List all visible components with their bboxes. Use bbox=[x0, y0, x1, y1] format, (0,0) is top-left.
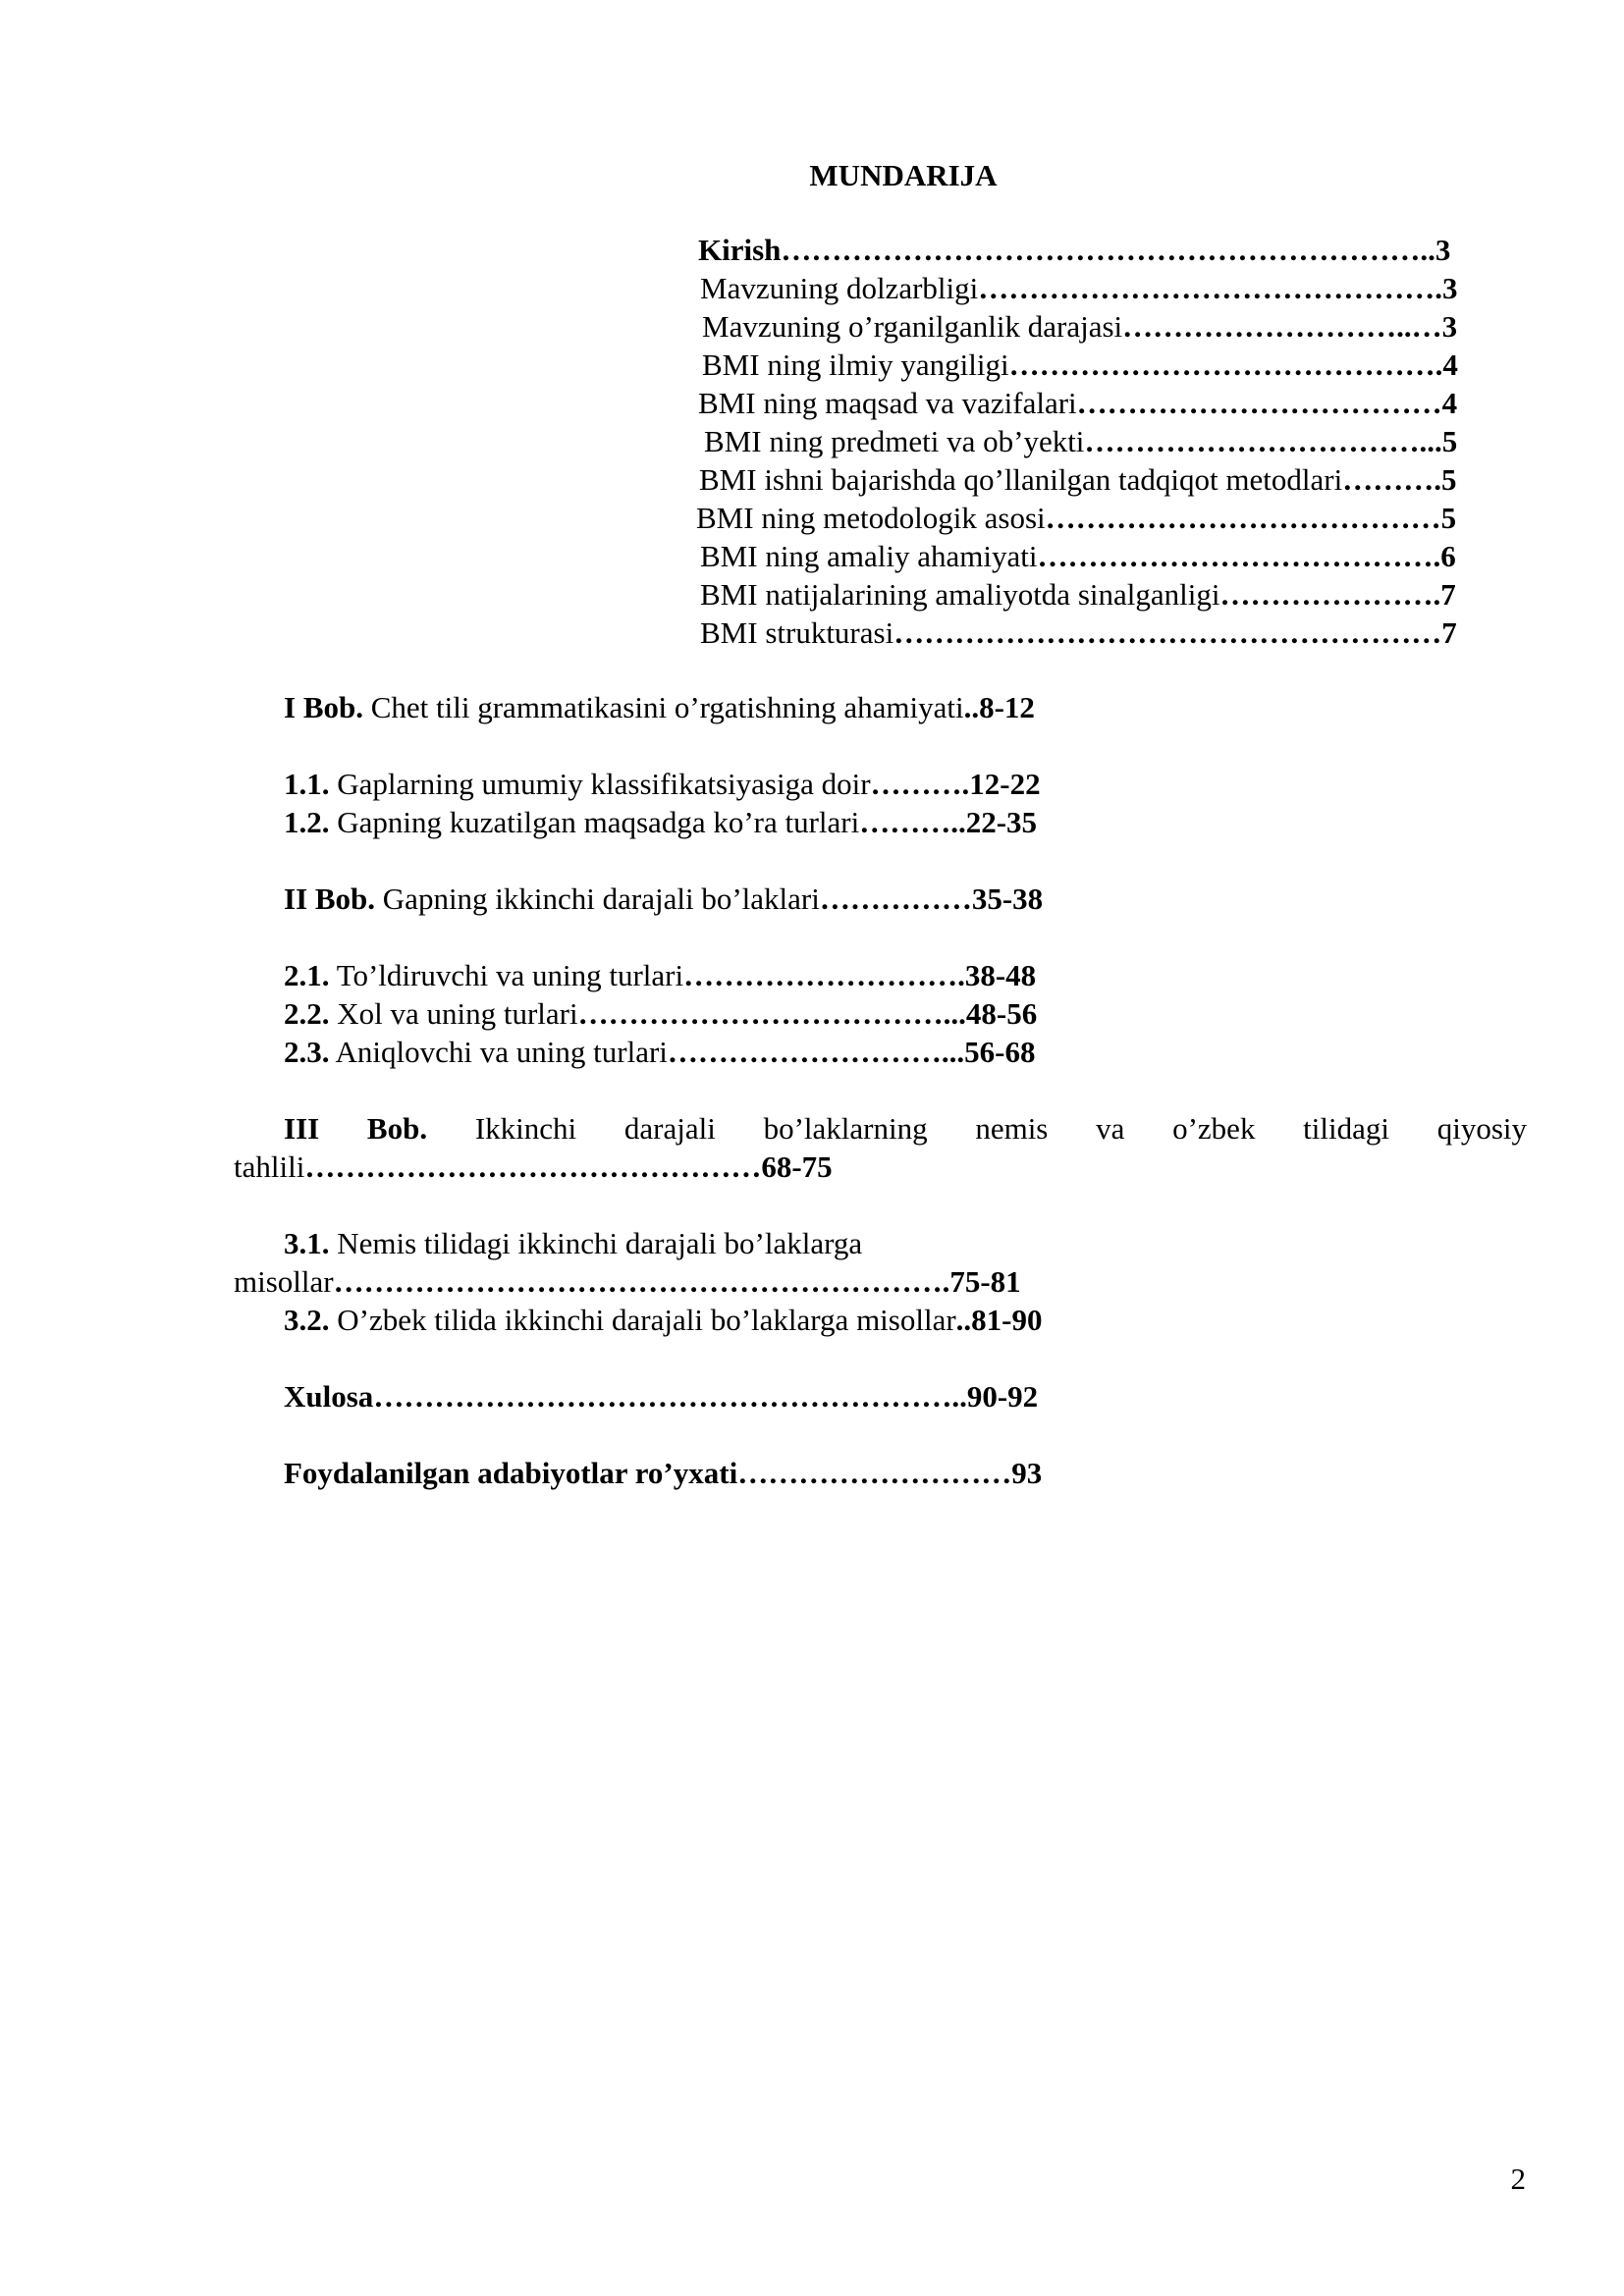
toc-section-2-1 bbox=[284, 956, 1036, 995]
section-pages: ..81-90 bbox=[955, 1303, 1043, 1337]
toc-entry bbox=[700, 537, 1456, 576]
section-number: 2.1. bbox=[284, 958, 330, 992]
section-title: Xol va uning turlari bbox=[329, 996, 578, 1031]
toc-leader: ……………………… bbox=[737, 1456, 1012, 1490]
toc-entry bbox=[704, 422, 1457, 461]
toc-leader: ……………………………………. bbox=[1008, 347, 1443, 382]
toc-chapter-2 bbox=[284, 880, 1043, 919]
toc-title: MUNDARIJA bbox=[809, 158, 998, 192]
section-number: 3.2. bbox=[284, 1303, 330, 1337]
toc-label: Mavzuning o’rganilganlik darajasi bbox=[702, 309, 1123, 344]
chapter-pages: 35-38 bbox=[971, 881, 1044, 916]
toc-entry-xulosa bbox=[284, 1377, 1038, 1416]
toc-leader: ………………………………… bbox=[1045, 501, 1441, 535]
toc-section-3-1-continued bbox=[234, 1262, 1021, 1302]
toc-section-1-2 bbox=[284, 803, 1037, 842]
toc-leader: ………………………..… bbox=[1122, 309, 1442, 344]
toc-chapter-1 bbox=[284, 688, 1035, 727]
chapter-title: Ikkinchi darajali bo’laklarning nemis va o’zbek tilidagi qiyosiy bbox=[474, 1111, 1528, 1146]
section-number: 2.3. bbox=[284, 1035, 330, 1069]
toc-page: 3 bbox=[1441, 309, 1458, 344]
toc-leader: ………………………………. bbox=[577, 996, 951, 1031]
toc-entry bbox=[699, 460, 1456, 500]
chapter-number: III Bob. bbox=[284, 1111, 428, 1146]
toc-entry bbox=[702, 307, 1457, 347]
toc-page: 6 bbox=[1440, 539, 1456, 573]
toc-section-2-3 bbox=[284, 1033, 1035, 1072]
section-pages: 38-48 bbox=[964, 958, 1037, 992]
chapter-title: Chet tili grammatikasini o’rgatishning ahamiyati bbox=[362, 690, 964, 724]
toc-entry bbox=[700, 614, 1457, 653]
section-number: 2.2. bbox=[284, 996, 330, 1031]
section-pages: 75-81 bbox=[949, 1264, 1021, 1299]
section-title: Gapning kuzatilgan maqsadga ko’ra turlari bbox=[329, 805, 860, 839]
toc-label: BMI ning predmeti va ob’yekti bbox=[704, 424, 1085, 458]
toc-label: BMI strukturasi bbox=[700, 615, 894, 650]
toc-page: 4 bbox=[1441, 386, 1458, 420]
toc-label: BMI ning metodologik asosi bbox=[696, 501, 1046, 535]
toc-leader: ……….. bbox=[859, 805, 966, 839]
chapter-number: II Bob. bbox=[284, 881, 376, 916]
section-title: Gaplarning umumiy klassifikatsiyasiga doir bbox=[329, 767, 871, 801]
section-title-continued: misollar bbox=[234, 1264, 334, 1299]
section-pages: 12-22 bbox=[969, 767, 1041, 801]
section-number: 1.2. bbox=[284, 805, 330, 839]
toc-label: Foydalanilgan adabiyotlar ro’yxati bbox=[284, 1456, 738, 1490]
toc-label: BMI ning maqsad va vazifalari bbox=[698, 386, 1077, 420]
toc-page: 7 bbox=[1440, 577, 1456, 612]
toc-leader: ……………………………………………………. bbox=[333, 1264, 950, 1299]
toc-page: 90-92 bbox=[966, 1379, 1039, 1414]
chapter-pages: ..8-12 bbox=[963, 690, 1035, 724]
toc-entry bbox=[696, 499, 1456, 538]
section-pages: ..48-56 bbox=[950, 996, 1038, 1031]
page-number: 2 bbox=[1510, 2162, 1526, 2196]
toc-leader: ………………………………………………….. bbox=[373, 1379, 967, 1414]
toc-section-3-2 bbox=[284, 1301, 1043, 1340]
section-number: 3.1. bbox=[284, 1226, 330, 1260]
toc-label: BMI ishni bajarishda qo’llanilgan tadqiqot metodlari bbox=[699, 462, 1343, 497]
toc-leader: ……………………………………………………….. bbox=[781, 233, 1435, 267]
toc-page: 4 bbox=[1442, 347, 1458, 382]
toc-leader: ………………………………………. bbox=[978, 271, 1442, 305]
toc-page: 5 bbox=[1440, 462, 1457, 497]
toc-leader: ………. bbox=[1342, 462, 1441, 497]
toc-entry bbox=[700, 269, 1458, 308]
toc-entry bbox=[698, 384, 1457, 423]
toc-leader: ……………………………………… bbox=[304, 1149, 762, 1184]
toc-label: BMI natijalarining amaliyotda sinalganligi bbox=[700, 577, 1220, 612]
toc-entry bbox=[702, 346, 1458, 385]
toc-section-2-2 bbox=[284, 994, 1037, 1034]
toc-page: 7 bbox=[1441, 615, 1457, 650]
toc-section-1-1 bbox=[284, 765, 1041, 804]
toc-entry-references bbox=[284, 1454, 1042, 1493]
toc-label: Xulosa bbox=[284, 1379, 374, 1414]
toc-page: 3 bbox=[1442, 271, 1458, 305]
toc-chapter-3 bbox=[284, 1109, 1527, 1148]
section-pages: ..56-68 bbox=[948, 1035, 1036, 1069]
toc-label: BMI ning ilmiy yangiligi bbox=[702, 347, 1009, 382]
chapter-number: I Bob. bbox=[284, 690, 363, 724]
toc-label: Mavzuning dolzarbligi bbox=[700, 271, 979, 305]
toc-entry bbox=[700, 575, 1456, 614]
toc-leader: ………………………. bbox=[683, 958, 965, 992]
toc-chapter-3-continued bbox=[234, 1148, 833, 1187]
section-number: 1.1. bbox=[284, 767, 330, 801]
toc-page: 3 bbox=[1435, 233, 1451, 267]
toc-leader: …………………. bbox=[1219, 577, 1441, 612]
toc-leader: …………… bbox=[819, 881, 972, 916]
chapter-pages: 68-75 bbox=[761, 1149, 833, 1184]
chapter-title-continued: tahlili bbox=[234, 1149, 305, 1184]
toc-leader: ………………………. bbox=[667, 1035, 949, 1069]
section-title: Aniqlovchi va uning turlari bbox=[329, 1035, 668, 1069]
toc-label: BMI ning amaliy ahamiyati bbox=[700, 539, 1038, 573]
section-title: To’ldiruvchi va uning turlari bbox=[329, 958, 684, 992]
toc-leader: ……………………………… bbox=[1076, 386, 1442, 420]
toc-leader: ……………………………………………… bbox=[893, 615, 1442, 650]
section-title: O’zbek tilida ikkinchi darajali bo’laklarga misollar bbox=[329, 1303, 956, 1337]
toc-page: 5 bbox=[1440, 501, 1457, 535]
toc-label: Kirish bbox=[698, 233, 782, 267]
chapter-title: Gapning ikkinchi darajali bo’laklari bbox=[375, 881, 820, 916]
section-title: Nemis tilidagi ikkinchi darajali bo’laklarga bbox=[329, 1226, 863, 1260]
section-pages: 22-35 bbox=[965, 805, 1038, 839]
toc-section-3-1 bbox=[284, 1224, 862, 1263]
toc-page: .5 bbox=[1434, 424, 1458, 458]
toc-leader: …………………………….. bbox=[1084, 424, 1435, 458]
toc-leader: ………. bbox=[870, 767, 970, 801]
toc-entry-kirish bbox=[698, 231, 1450, 270]
toc-leader: …………………………………. bbox=[1037, 539, 1441, 573]
toc-page: 93 bbox=[1011, 1456, 1043, 1490]
